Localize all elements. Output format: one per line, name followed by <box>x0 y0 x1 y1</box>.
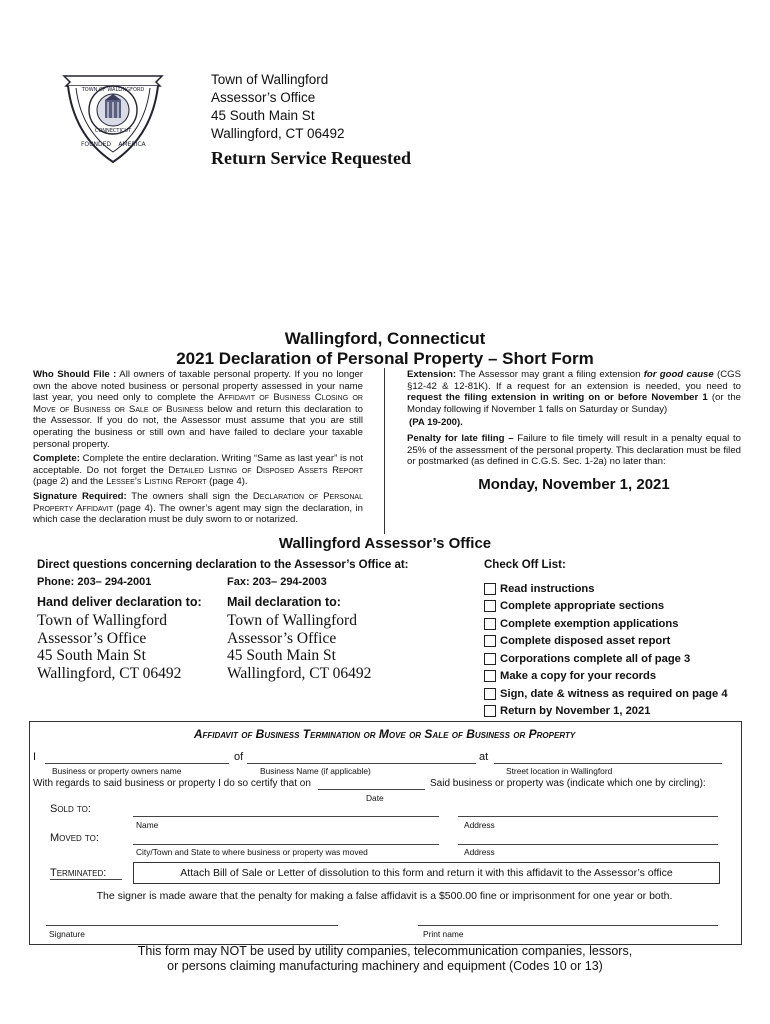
address-line: Town of Wallingford <box>211 72 329 87</box>
address-line: 45 South Main St <box>211 108 315 123</box>
checklist-item[interactable]: Read instructions <box>484 580 728 598</box>
caption-date: Date <box>366 793 384 803</box>
seal-text-mid: CONNECTICUT <box>94 128 132 134</box>
sold-to-address-field[interactable] <box>458 816 718 817</box>
checkbox[interactable] <box>484 635 496 647</box>
mail-address: Town of Wallingford Assessor’s Office 45 South Main St Wallingford, CT 06492 <box>227 612 372 682</box>
print-name-field[interactable] <box>418 925 718 926</box>
checkbox[interactable] <box>484 688 496 700</box>
return-service-requested: Return Service Requested <box>211 148 411 168</box>
checklist-title: Check Off List: <box>484 559 566 571</box>
caption-street: Street location in Wallingford <box>506 766 613 776</box>
checklist-item[interactable]: Complete exemption applications <box>484 615 728 633</box>
checkbox[interactable] <box>484 705 496 717</box>
sold-to-label: Sold to: <box>50 803 91 815</box>
caption-business: Business Name (if applicable) <box>260 766 371 776</box>
seal-text-founded: FOUNDED <box>80 141 112 148</box>
caption-signature: Signature <box>49 929 85 939</box>
address-line: Wallingford, CT 06492 <box>211 126 345 141</box>
checklist-item[interactable]: Complete appropriate sections <box>484 598 728 616</box>
extension-info: Extension: The Assessor may grant a filing extension for good cause (CGS §12-42 & 12-81K). If a request for an extension is needed, you need to request the filing extension in writing on or before November 1 (or the Monday following if November 1 falls on Saturday or Sunday) <box>407 369 742 415</box>
filing-deadline: Monday, November 1, 2021 <box>478 476 670 493</box>
said-business-text: Said business or property was (indicate which one by circling): <box>430 778 706 789</box>
checkbox[interactable] <box>484 600 496 612</box>
checklist-item[interactable]: Make a copy for your records <box>484 668 728 686</box>
caption-print-name: Print name <box>423 929 464 939</box>
moved-to-address-field[interactable] <box>458 844 718 845</box>
footer-line-1: This form may NOT be used by utility companies, telecommunication companies, lessors, <box>137 944 633 958</box>
complete-instructions: Complete: Complete the entire declaration. Writing “Same as last year” is not acceptable. Do not forget the Detailed Listing of Disposed Assets Report (page 2) and the Lessee’s Listing Report (page 4). <box>33 453 363 488</box>
caption-name: Name <box>136 820 159 830</box>
instructions-left <box>33 369 363 529</box>
who-should-file: Who Should File : All owners of taxable personal property. If you no longer own the above noted business or personal property assessed in your name last year, you need only to complete the Affidavit of Business Closing or Move of Business or Sale of Business below and return this declaration to the Assessor. If you do not, the Assessor must assume that you are still operating the business or still own and have failed to declare your taxable personal property. <box>33 369 363 450</box>
moved-to-label: Moved to: <box>50 832 99 844</box>
direct-questions: Direct questions concerning declaration to the Assessor’s Office at: <box>37 559 409 571</box>
form-title-city: Wallingford, Connecticut <box>284 329 486 348</box>
sold-to-name-field[interactable] <box>133 816 439 817</box>
attach-instruction: Attach Bill of Sale or Letter of dissolution to this form and return it with this affidavit to the Assessor’s office <box>133 862 720 884</box>
affidavit-i: I <box>33 751 37 763</box>
seal-text-top: TOWN OF WALLINGFORD <box>81 87 145 93</box>
caption-owner: Business or property owners name <box>52 766 182 776</box>
return-address <box>211 71 345 143</box>
form-title: 2021 Declaration of Personal Property – Short Form <box>176 349 594 368</box>
address-line: Assessor’s Office <box>211 90 316 105</box>
moved-to-city-field[interactable] <box>133 844 439 845</box>
hand-deliver-label: Hand deliver declaration to: <box>37 595 202 609</box>
checklist-item[interactable]: Corporations complete all of page 3 <box>484 650 728 668</box>
date-field[interactable] <box>318 789 425 790</box>
business-name-field[interactable] <box>247 763 476 764</box>
late-penalty: Penalty for late filing – Failure to file timely will result in a penalty equal to 25% of the assessment of the personal property. This declaration must be filed or postmarked (as defined in C.G.S. Sec. 1-2a) no later than: <box>407 432 741 468</box>
caption-address: Address <box>464 820 495 830</box>
checkbox[interactable] <box>484 653 496 665</box>
town-seal-logo <box>60 66 166 166</box>
office-heading: Wallingford Assessor’s Office <box>278 535 492 552</box>
instructions-right <box>407 369 741 471</box>
caption-address-2: Address <box>464 847 495 857</box>
hand-deliver-address: Town of Wallingford Assessor’s Office 45 South Main St Wallingford, CT 06492 <box>37 612 182 682</box>
office-phone: Phone: 203– 294-2001 <box>37 576 152 588</box>
checkbox[interactable] <box>484 583 496 595</box>
checklist-item[interactable]: Complete disposed asset report <box>484 633 728 651</box>
checklist-item[interactable]: Return by November 1, 2021 <box>484 703 728 721</box>
signature-field[interactable] <box>46 925 338 926</box>
pa-reference: (PA 19-200). <box>409 417 463 429</box>
affidavit-title: Affidavit of Business Termination or Move or Sale of Business or Property <box>193 727 576 741</box>
affidavit-at: at <box>479 751 489 763</box>
checkbox[interactable] <box>484 670 496 682</box>
signature-required: Signature Required: The owners shall sign the Declaration of Personal Property Affidavit (page 4). The owner’s agent may sign the declaration, in which case the declaration must be duly sworn to or notarized. <box>33 490 363 526</box>
street-location-field[interactable] <box>494 763 722 764</box>
caption-city: City/Town and State to where business or property was moved <box>136 847 368 857</box>
checklist <box>484 580 728 720</box>
footer-note <box>0 944 770 974</box>
office-fax: Fax: 203– 294-2003 <box>227 576 327 588</box>
column-divider <box>384 368 385 534</box>
owner-name-field[interactable] <box>45 763 229 764</box>
mail-label: Mail declaration to: <box>227 595 341 609</box>
certify-text: With regards to said business or property I do so certify that on <box>33 778 311 789</box>
footer-line-2: or persons claiming manufacturing machinery and equipment (Codes 10 or 13) <box>167 959 603 973</box>
checkbox[interactable] <box>484 618 496 630</box>
seal-text-america: AMERICA <box>118 141 146 148</box>
affidavit-of: of <box>234 751 244 763</box>
terminated-underline <box>50 879 122 880</box>
penalty-statement: The signer is made aware that the penalty for making a false affidavit is a $500.00 fine or imprisonment for one year or both. <box>96 890 673 902</box>
terminated-label: Terminated: <box>50 867 107 879</box>
checklist-item[interactable]: Sign, date & witness as required on page 4 <box>484 685 728 703</box>
affidavit-box <box>29 721 742 945</box>
